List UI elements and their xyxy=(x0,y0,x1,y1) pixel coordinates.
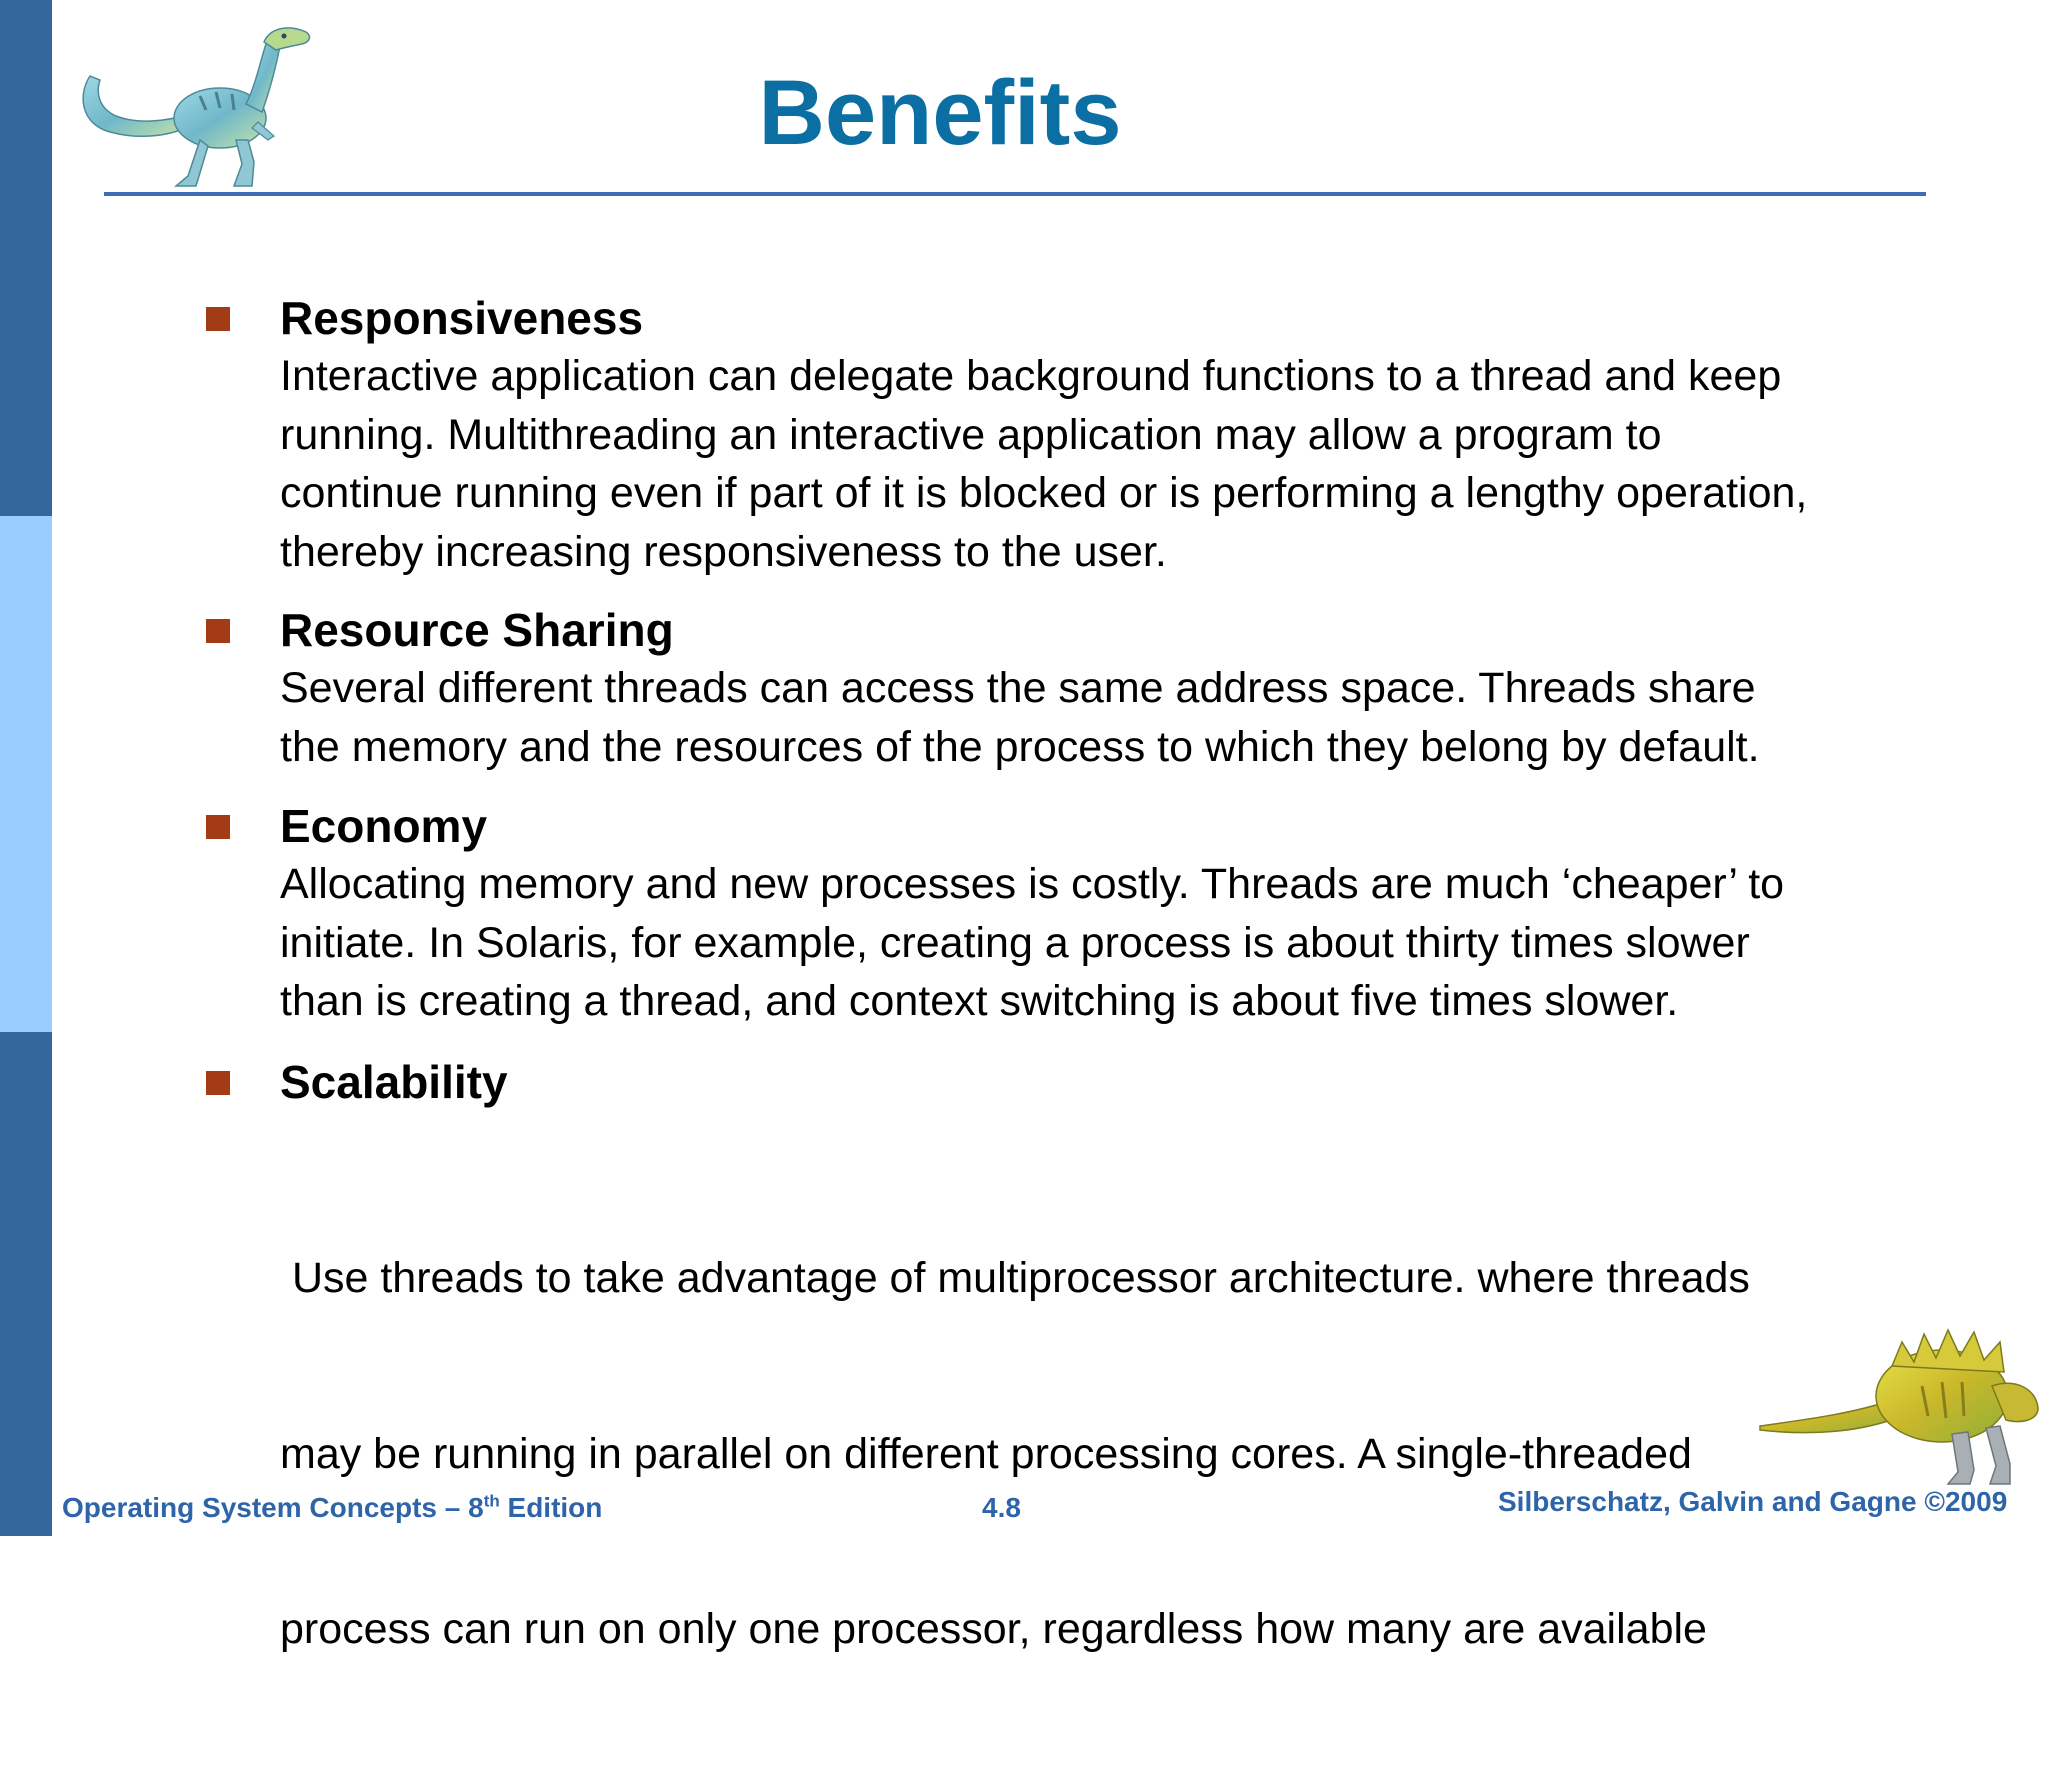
bullet-body-line: continue running even if part of it is blocked or is performing a lengthy operation, xyxy=(280,469,1808,517)
bullet-heading: Economy xyxy=(280,800,488,852)
bullet-marker xyxy=(206,1071,230,1095)
bullet-body-line: Use threads to take advantage of multiprocessor architecture. where threads xyxy=(280,1254,1750,1302)
footer-book-superscript: th xyxy=(483,1491,500,1511)
bullet-body-line: Allocating memory and new processes is costly. Threads are much ‘cheaper’ to xyxy=(280,860,1785,908)
page-title: Benefits xyxy=(758,62,1122,164)
bullet-marker xyxy=(206,619,230,643)
bullet-heading: Scalability xyxy=(280,1056,508,1108)
bullet-body-line: Interactive application can delegate background functions to a thread and keep xyxy=(280,352,1782,400)
bullet-body-line: process can run on only one processor, regardless how many are available xyxy=(280,1605,1707,1653)
footer-page-number: 4.8 xyxy=(982,1492,1021,1523)
bullet-body-line: may be running in parallel on different processing cores. A single-threaded xyxy=(280,1429,1692,1478)
bullet-body-line: Several different threads can access the same address space. Threads share xyxy=(280,664,1756,712)
footer-copyright: Silberschatz, Galvin and Gagne ©2009 xyxy=(1498,1486,2008,1517)
bullet-marker xyxy=(206,307,230,331)
bullet-body xyxy=(280,347,1807,581)
footer-book-title xyxy=(62,1492,602,1524)
bullet-body xyxy=(280,659,1760,776)
footer-book-prefix: Operating System Concepts – 8 xyxy=(62,1492,484,1523)
footer-book-suffix: Edition xyxy=(499,1492,603,1523)
dinosaur-icon xyxy=(1752,1316,2042,1496)
bullet-body-line: than is creating a thread, and context switching is about five times slower. xyxy=(280,977,1679,1025)
bullet-body xyxy=(280,1132,1750,1776)
bullet-body-line: thereby increasing responsiveness to the user. xyxy=(280,527,1167,576)
bullet-body-line: the memory and the resources of the process to which they belong by default. xyxy=(280,722,1760,771)
bullet-body-line: running. Multithreading an interactive application may allow a program to xyxy=(280,410,1662,459)
bullet-heading: Responsiveness xyxy=(280,292,644,344)
bullet-marker xyxy=(206,815,230,839)
bullet-heading: Resource Sharing xyxy=(280,604,674,656)
bullet-body xyxy=(280,855,1784,1031)
bullet-body-line: initiate. In Solaris, for example, creating a process is about thirty times slower xyxy=(280,918,1750,967)
